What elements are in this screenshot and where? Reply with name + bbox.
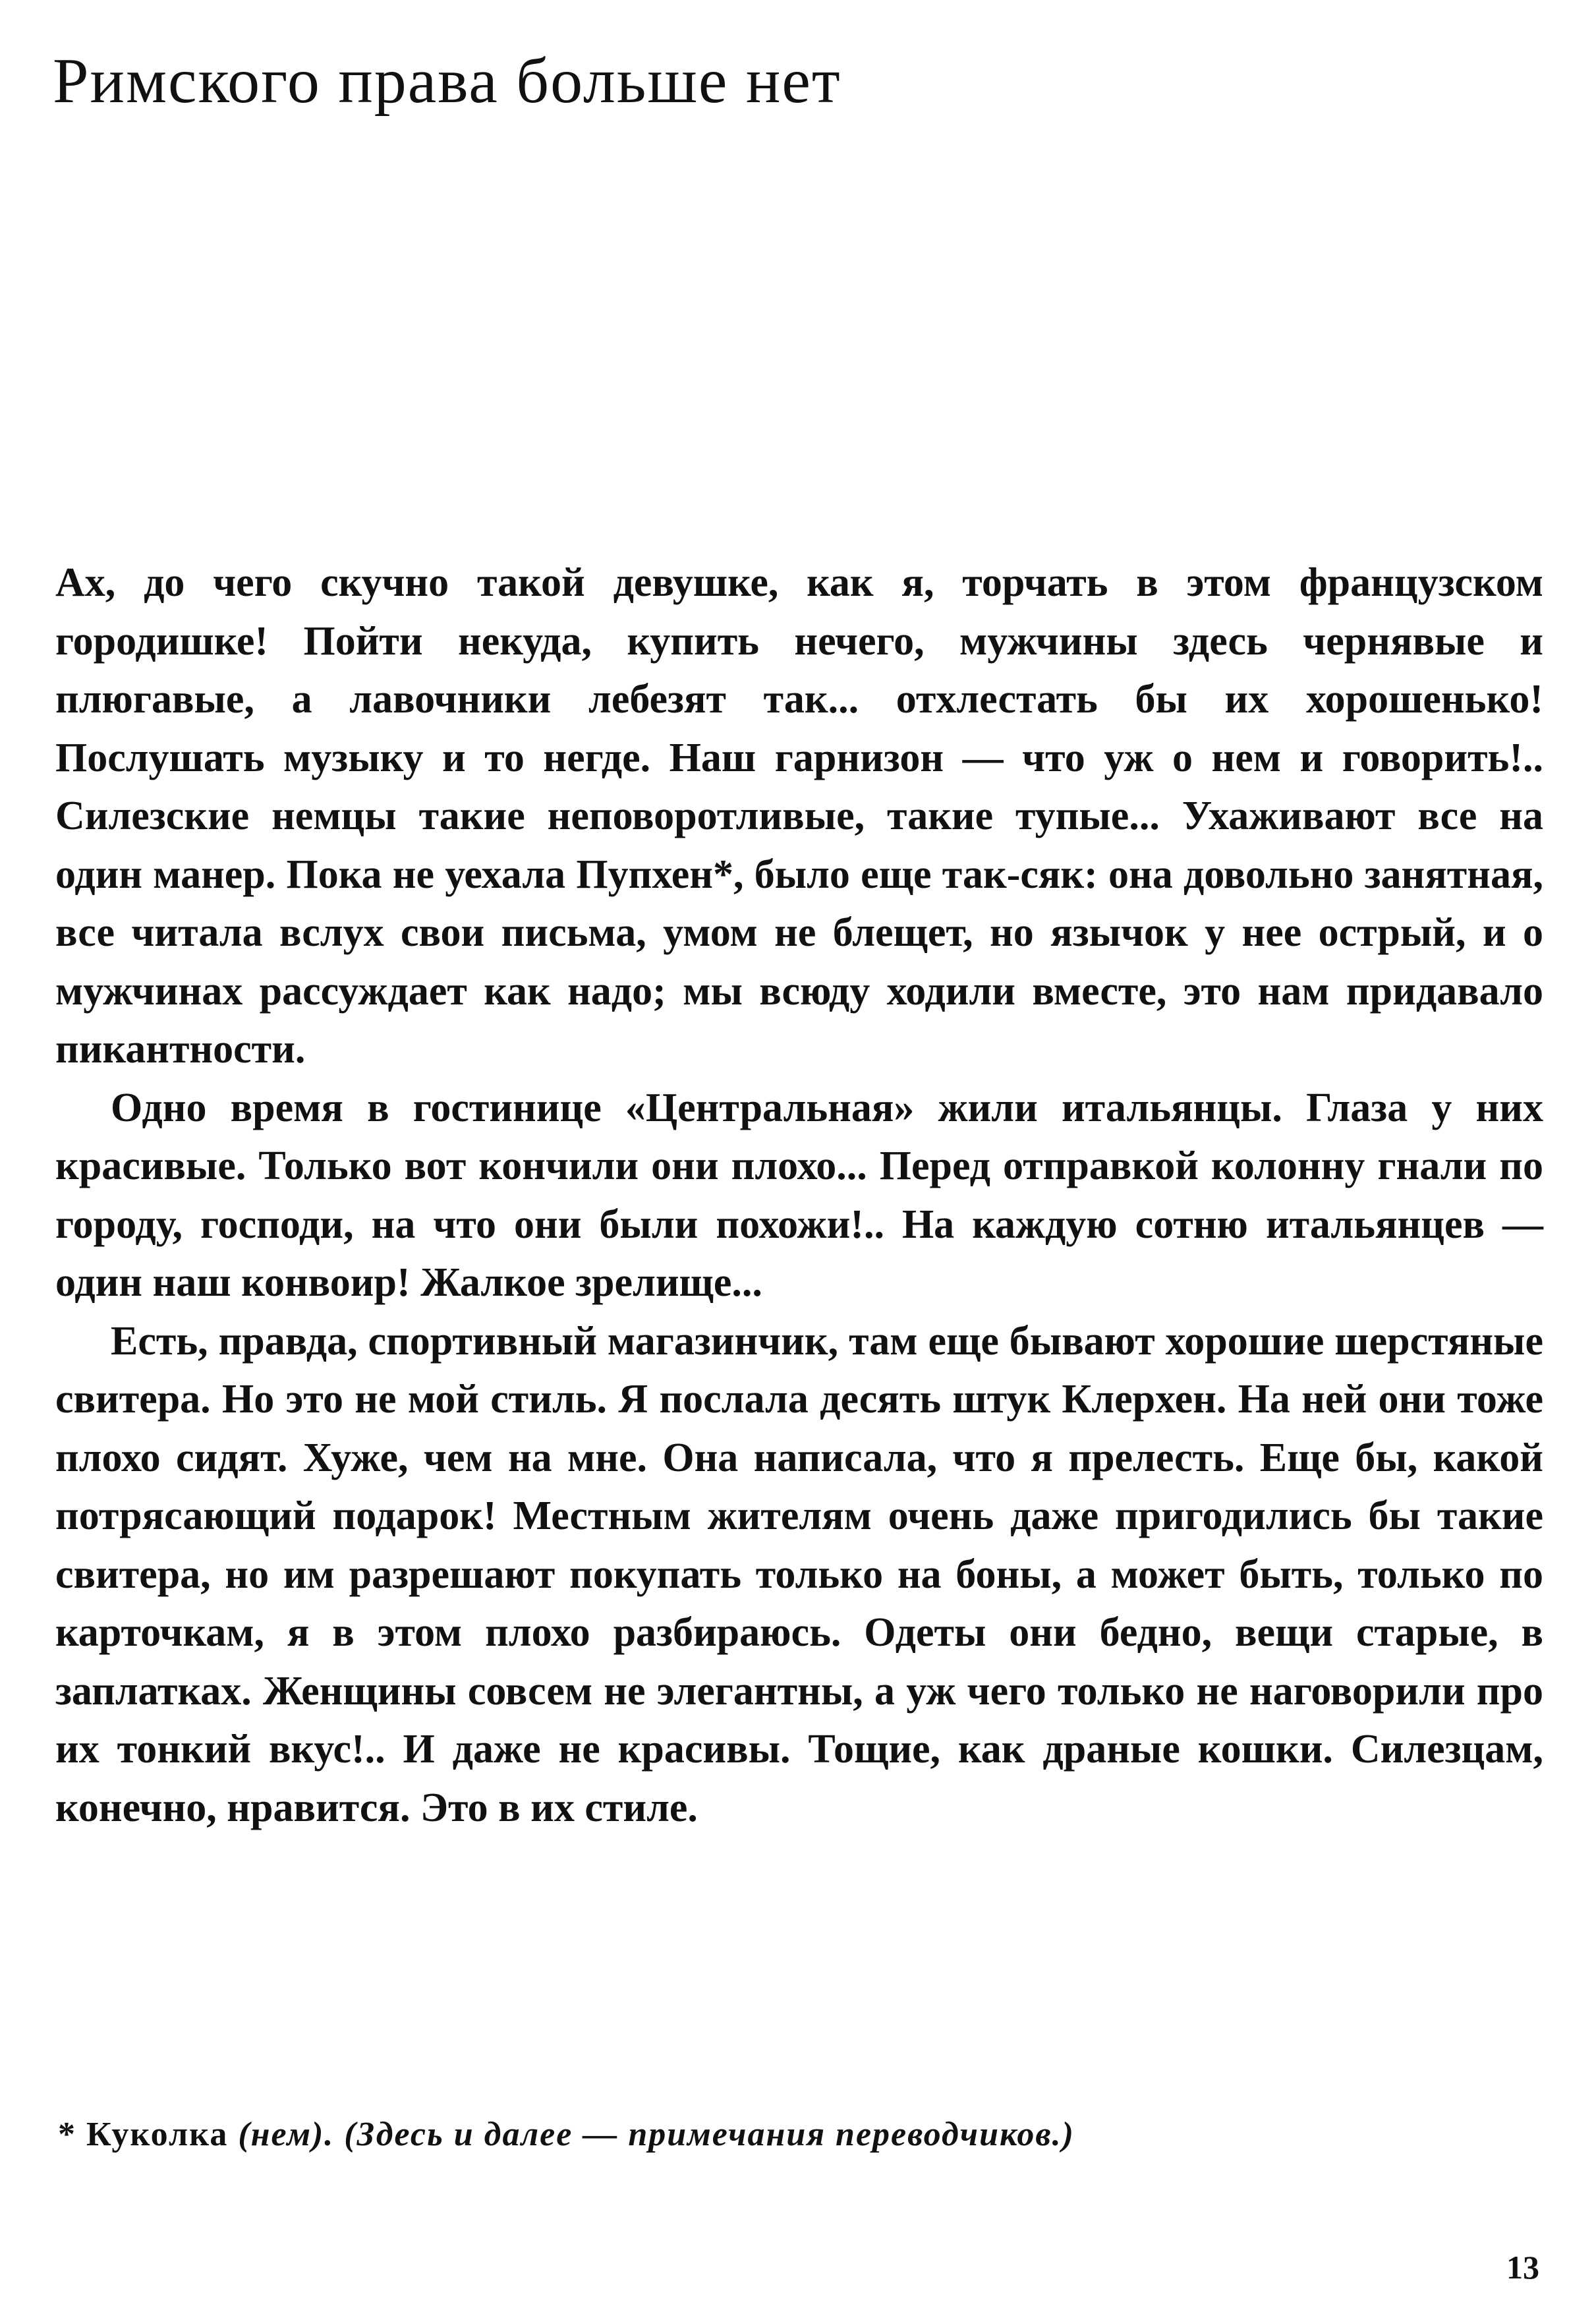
page-number: 13	[1506, 2249, 1539, 2286]
footnote-note: (нем). (Здесь и далее — примечания переводчиков.)	[238, 2116, 1075, 2153]
body-text	[55, 554, 1543, 1837]
chapter-title: Римского права больше нет	[53, 45, 841, 117]
footnote-marker: *	[58, 2116, 76, 2153]
paragraph-2: Одно время в гостинице «Центральная» жили итальянцы. Глаза у них красивые. Только вот кончили они плохо... Перед отправкой колонну гнали по городу, господи, на что они были похожи!.. На каждую сотню итальянцев — один наш конвоир! Жалкое зрелище...	[55, 1085, 1543, 1305]
paragraph-3: Есть, правда, спортивный магазинчик, там еще бывают хорошие шерстяные свитера. Но это не мой стиль. Я послала десять штук Клерхен. На ней они тоже плохо сидят. Хуже, чем на мне. Она написала, что я прелесть. Еще бы, какой потрясающий подарок! Местным жителям очень даже пригодились бы такие свитера, но им разрешают покупать только на боны, а может быть, только по карточкам, я в этом плохо разбираюсь. Одеты они бедно, вещи старые, в заплатках. Женщины совсем не элегантны, а уж чего только не наговорили про их тонкий вкус!.. И даже не красивы. Тощие, как драные кошки. Силезцам, конечно, нравится. Это в их стиле.	[55, 1318, 1543, 1830]
paragraph-1: Ах, до чего скучно такой девушке, как я, торчать в этом французском городишке! Пойти некуда, купить нечего, мужчины здесь чернявые и плюгавые, а лавочники лебезят так... отхлестать бы их хорошенько! Послушать музыку и то негде. Наш гарнизон — что уж о нем и говорить!.. Силезские немцы такие неповоротливые, такие тупые... Ухаживают все на один манер. Пока не уехала Пупхен*, было еще так-сяк: она довольно занятная, все читала вслух свои письма, умом не блещет, но язычок у нее острый, и о мужчинах рассуждает как надо; мы всюду ходили вместе, это нам придавало пикантности.	[55, 560, 1543, 1072]
footnote-term: Куколка	[86, 2116, 229, 2153]
footnote	[58, 2114, 1546, 2155]
